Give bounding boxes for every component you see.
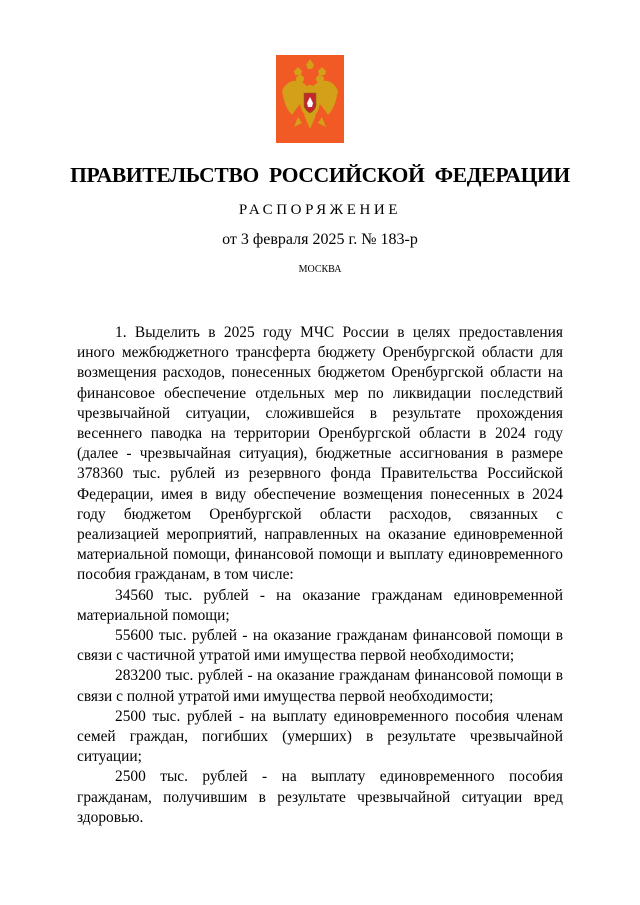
coat-of-arms-icon [276, 55, 344, 143]
paragraph-item: 283200 тыс. рублей - на оказание гражданам финансовой помощи в связи с полной утратой ими имущества первой необходимости; [77, 667, 563, 705]
document-date-number: от 3 февраля 2025 г. № 183-р [222, 231, 418, 248]
document-body [77, 323, 563, 828]
government-title: ПРАВИТЕЛЬСТВО РОССИЙСКОЙ ФЕДЕРАЦИИ [70, 163, 570, 187]
paragraph-item: 55600 тыс. рублей - на оказание гражданам финансовой помощи в связи с частичной утратой ими имущества первой необходимости; [77, 627, 563, 665]
document-city: МОСКВА [298, 264, 342, 275]
document-type: РАСПОРЯЖЕНИЕ [238, 202, 402, 218]
paragraph-item: 2500 тыс. рублей - на выплату единовременного пособия гражданам, получившим в результате чрезвычайной ситуации вред здоровью. [77, 768, 563, 826]
paragraph-item: 2500 тыс. рублей - на выплату единовременного пособия членам семей граждан, погибших (умерших) в результате чрезвычайной ситуации; [77, 707, 563, 766]
paragraph-main: 1. Выделить в 2025 году МЧС России в целях предоставления иного межбюджетного трансферта бюджету Оренбургской области для возмещения расходов, понесенных бюджетом Оренбургской области на финансовое обеспечение отдельных мер по ликвидации последствий чрезвычайной ситуации, сложившейся в результате прохождения весеннего паводка на территории Оренбургской области в 2024 году (далее - чрезвычайная ситуация), бюджетные ассигнования в размере 378360 тыс. рублей из резервного фонда Правительства Российской Федерации, имея в виду обеспечение возмещения понесенных в 2024 году бюджетом Оренбургской области расходов, связанных с реализацией мероприятий, направленных на оказание единовременной материальной помощи, финансовой помощи и выплату единовременного пособия гражданам, в том числе: [77, 324, 563, 584]
paragraph-item: 34560 тыс. рублей - на оказание гражданам единовременной материальной помощи; [77, 586, 563, 624]
